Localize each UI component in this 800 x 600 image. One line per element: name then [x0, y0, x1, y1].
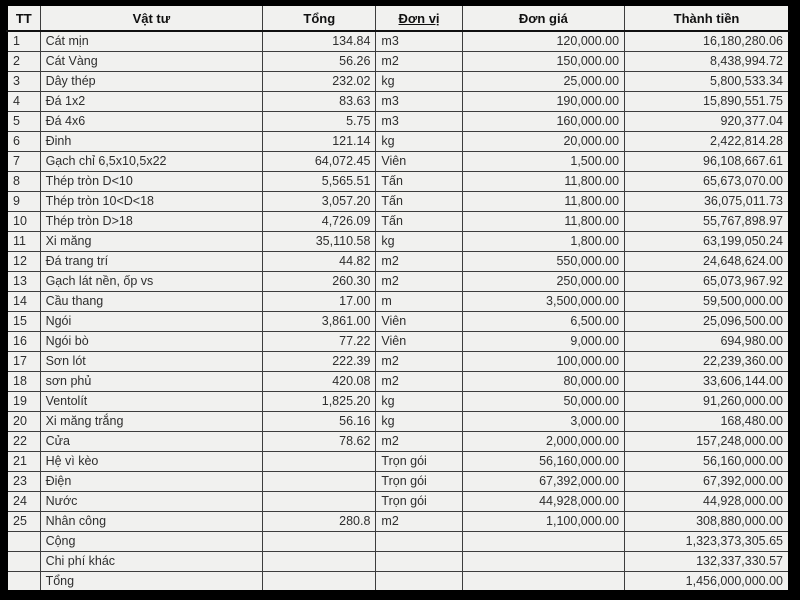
table-row: [7, 91, 789, 111]
cell-thanh-tien: 920,377.04: [625, 111, 789, 131]
cell-tong: 56.26: [263, 51, 376, 71]
cell-thanh-tien: 55,767,898.97: [625, 211, 789, 231]
cell-don-gia: [462, 531, 624, 551]
cell-thanh-tien: 8,438,994.72: [625, 51, 789, 71]
cell-don-vi: Trọn gói: [376, 451, 462, 471]
cell-tt: 9: [7, 191, 40, 211]
cell-vat-tu: Đá 4x6: [40, 111, 263, 131]
table-row: [7, 31, 789, 51]
cell-tong: [263, 551, 376, 571]
cell-thanh-tien: 91,260,000.00: [625, 391, 789, 411]
table-row: [7, 451, 789, 471]
cell-vat-tu: Nước: [40, 491, 263, 511]
cell-thanh-tien: 44,928,000.00: [625, 491, 789, 511]
col-header-vat-tu: Vật tư: [40, 5, 263, 31]
cell-vat-tu: Hệ vì kèo: [40, 451, 263, 471]
cell-tt: 8: [7, 171, 40, 191]
cell-tong: 77.22: [263, 331, 376, 351]
cell-tt: 12: [7, 251, 40, 271]
cell-vat-tu: Gạch chỉ 6,5x10,5x22: [40, 151, 263, 171]
cell-tt: 10: [7, 211, 40, 231]
cell-thanh-tien: 25,096,500.00: [625, 311, 789, 331]
cell-thanh-tien: 63,199,050.24: [625, 231, 789, 251]
table-row: [7, 331, 789, 351]
cell-thanh-tien: 16,180,280.06: [625, 31, 789, 51]
cell-don-gia: 80,000.00: [462, 371, 624, 391]
cell-vat-tu: Đinh: [40, 131, 263, 151]
cell-don-vi: Tấn: [376, 191, 462, 211]
cell-vat-tu: Cát Vàng: [40, 51, 263, 71]
cell-vat-tu: Tổng: [40, 571, 263, 591]
cell-thanh-tien: 1,323,373,305.65: [625, 531, 789, 551]
cell-don-vi: m2: [376, 51, 462, 71]
cell-don-vi: Viên: [376, 151, 462, 171]
cell-vat-tu: Thép tròn D<10: [40, 171, 263, 191]
cell-tt: [7, 571, 40, 591]
cell-don-vi: m: [376, 291, 462, 311]
cell-tong: 5.75: [263, 111, 376, 131]
cell-tt: 18: [7, 371, 40, 391]
cell-tt: 22: [7, 431, 40, 451]
cell-tong: 232.02: [263, 71, 376, 91]
table-row: [7, 311, 789, 331]
cell-tong: [263, 571, 376, 591]
cell-tong: 35,110.58: [263, 231, 376, 251]
table-row: [7, 111, 789, 131]
table-row: [7, 131, 789, 151]
cell-tong: 83.63: [263, 91, 376, 111]
cell-don-vi: kg: [376, 131, 462, 151]
cell-tong: 280.8: [263, 511, 376, 531]
table-row: [7, 371, 789, 391]
cell-tt: 17: [7, 351, 40, 371]
cell-don-gia: 1,100,000.00: [462, 511, 624, 531]
cell-don-vi: kg: [376, 391, 462, 411]
cell-vat-tu: Nhân công: [40, 511, 263, 531]
cell-tong: 56.16: [263, 411, 376, 431]
cell-tong: 420.08: [263, 371, 376, 391]
table-row: [7, 351, 789, 371]
cell-tong: 78.62: [263, 431, 376, 451]
cell-thanh-tien: 67,392,000.00: [625, 471, 789, 491]
cell-don-gia: 3,500,000.00: [462, 291, 624, 311]
cell-don-gia: 20,000.00: [462, 131, 624, 151]
cell-vat-tu: Gạch lát nền, ốp vs: [40, 271, 263, 291]
cell-tt: 25: [7, 511, 40, 531]
cell-don-vi: Viên: [376, 331, 462, 351]
cell-thanh-tien: 56,160,000.00: [625, 451, 789, 471]
table-row: [7, 51, 789, 71]
cell-thanh-tien: 33,606,144.00: [625, 371, 789, 391]
cell-don-gia: 100,000.00: [462, 351, 624, 371]
cell-thanh-tien: 132,337,330.57: [625, 551, 789, 571]
cell-don-vi: Trọn gói: [376, 491, 462, 511]
cell-tong: [263, 531, 376, 551]
cell-tt: 23: [7, 471, 40, 491]
cell-thanh-tien: 15,890,551.75: [625, 91, 789, 111]
cell-don-vi: m2: [376, 251, 462, 271]
cell-tong: 222.39: [263, 351, 376, 371]
cell-thanh-tien: 65,073,967.92: [625, 271, 789, 291]
cell-don-gia: 9,000.00: [462, 331, 624, 351]
cell-don-gia: 3,000.00: [462, 411, 624, 431]
cell-don-gia: 2,000,000.00: [462, 431, 624, 451]
cell-tong: [263, 491, 376, 511]
cell-don-vi: Trọn gói: [376, 471, 462, 491]
cell-tong: [263, 471, 376, 491]
cell-don-gia: [462, 551, 624, 571]
cell-don-vi: m3: [376, 91, 462, 111]
col-header-tt: TT: [7, 5, 40, 31]
cell-don-vi: m2: [376, 271, 462, 291]
cell-tong: [263, 451, 376, 471]
cell-thanh-tien: 36,075,011.73: [625, 191, 789, 211]
table-row: [7, 171, 789, 191]
cell-don-gia: 11,800.00: [462, 191, 624, 211]
cell-tt: 19: [7, 391, 40, 411]
cell-don-gia: 120,000.00: [462, 31, 624, 51]
cell-thanh-tien: 694,980.00: [625, 331, 789, 351]
table-row: [7, 551, 789, 571]
cell-tong: 17.00: [263, 291, 376, 311]
table-row: [7, 211, 789, 231]
cell-don-gia: 56,160,000.00: [462, 451, 624, 471]
cell-vat-tu: Cát mịn: [40, 31, 263, 51]
cell-tong: 134.84: [263, 31, 376, 51]
cell-vat-tu: Ventolít: [40, 391, 263, 411]
table-row: [7, 571, 789, 591]
table-row: [7, 391, 789, 411]
cell-tt: 3: [7, 71, 40, 91]
cell-don-vi: m2: [376, 431, 462, 451]
cell-don-gia: 1,500.00: [462, 151, 624, 171]
cell-tt: 1: [7, 31, 40, 51]
cell-don-gia: 190,000.00: [462, 91, 624, 111]
cell-vat-tu: Cộng: [40, 531, 263, 551]
cell-vat-tu: Dây thép: [40, 71, 263, 91]
cell-thanh-tien: 65,673,070.00: [625, 171, 789, 191]
cell-tt: 24: [7, 491, 40, 511]
cell-don-gia: 1,800.00: [462, 231, 624, 251]
cell-don-gia: 11,800.00: [462, 171, 624, 191]
cell-don-gia: 150,000.00: [462, 51, 624, 71]
cell-don-vi: Tấn: [376, 211, 462, 231]
table-row: [7, 531, 789, 551]
cell-tong: 1,825.20: [263, 391, 376, 411]
cell-tong: 64,072.45: [263, 151, 376, 171]
cell-thanh-tien: 24,648,624.00: [625, 251, 789, 271]
table-row: [7, 431, 789, 451]
cell-vat-tu: Đá trang trí: [40, 251, 263, 271]
table-row: [7, 151, 789, 171]
table-row: [7, 471, 789, 491]
table-row: [7, 271, 789, 291]
cell-vat-tu: Cầu thang: [40, 291, 263, 311]
cell-don-gia: 250,000.00: [462, 271, 624, 291]
cell-tong: 3,057.20: [263, 191, 376, 211]
cell-tt: 2: [7, 51, 40, 71]
cell-don-vi: [376, 551, 462, 571]
cell-tt: [7, 551, 40, 571]
cell-tt: 13: [7, 271, 40, 291]
cell-don-vi: m3: [376, 31, 462, 51]
cell-tt: 15: [7, 311, 40, 331]
cell-thanh-tien: 157,248,000.00: [625, 431, 789, 451]
cell-tt: 14: [7, 291, 40, 311]
cell-don-gia: 11,800.00: [462, 211, 624, 231]
cell-vat-tu: Cửa: [40, 431, 263, 451]
cell-vat-tu: Chi phí khác: [40, 551, 263, 571]
header-row: [7, 5, 789, 31]
table-row: [7, 491, 789, 511]
cell-tt: 16: [7, 331, 40, 351]
col-header-thanh-tien: Thành tiền: [625, 5, 789, 31]
cell-tt: 11: [7, 231, 40, 251]
cell-tt: 4: [7, 91, 40, 111]
cell-tt: 21: [7, 451, 40, 471]
cell-tt: 6: [7, 131, 40, 151]
cell-don-vi: kg: [376, 231, 462, 251]
cell-don-gia: 6,500.00: [462, 311, 624, 331]
cell-don-vi: Viên: [376, 311, 462, 331]
cell-tong: 5,565.51: [263, 171, 376, 191]
cell-vat-tu: Xi măng: [40, 231, 263, 251]
cell-don-vi: Tấn: [376, 171, 462, 191]
table-row: [7, 411, 789, 431]
cell-tong: 44.82: [263, 251, 376, 271]
cell-don-vi: kg: [376, 71, 462, 91]
cell-don-vi: [376, 531, 462, 551]
table-row: [7, 511, 789, 531]
cell-vat-tu: Điện: [40, 471, 263, 491]
cell-vat-tu: Ngói: [40, 311, 263, 331]
cell-vat-tu: Thép tròn D>18: [40, 211, 263, 231]
cell-tong: 3,861.00: [263, 311, 376, 331]
cell-don-vi: kg: [376, 411, 462, 431]
cell-tong: 4,726.09: [263, 211, 376, 231]
cell-thanh-tien: 96,108,667.61: [625, 151, 789, 171]
table-row: [7, 291, 789, 311]
materials-cost-table: [6, 4, 790, 592]
cell-don-vi: [376, 571, 462, 591]
cell-vat-tu: Xi măng trắng: [40, 411, 263, 431]
cell-don-gia: 67,392,000.00: [462, 471, 624, 491]
col-header-don-vi: Đơn vị: [376, 5, 462, 31]
cell-thanh-tien: 5,800,533.34: [625, 71, 789, 91]
cell-tong: 260.30: [263, 271, 376, 291]
col-header-don-gia: Đơn giá: [462, 5, 624, 31]
cell-don-gia: 25,000.00: [462, 71, 624, 91]
cell-tt: 5: [7, 111, 40, 131]
cell-thanh-tien: 168,480.00: [625, 411, 789, 431]
cell-tt: [7, 531, 40, 551]
cell-vat-tu: sơn phủ: [40, 371, 263, 391]
cell-don-vi: m3: [376, 111, 462, 131]
cell-don-gia: 44,928,000.00: [462, 491, 624, 511]
table-body: [7, 31, 789, 591]
table-row: [7, 71, 789, 91]
cell-thanh-tien: 59,500,000.00: [625, 291, 789, 311]
cell-don-gia: 160,000.00: [462, 111, 624, 131]
table-row: [7, 191, 789, 211]
table-row: [7, 251, 789, 271]
cell-don-gia: 50,000.00: [462, 391, 624, 411]
cell-vat-tu: Ngói bò: [40, 331, 263, 351]
cell-don-gia: [462, 571, 624, 591]
cell-thanh-tien: 308,880,000.00: [625, 511, 789, 531]
cell-vat-tu: Sơn lót: [40, 351, 263, 371]
cell-vat-tu: Thép tròn 10<D<18: [40, 191, 263, 211]
cell-thanh-tien: 1,456,000,000.00: [625, 571, 789, 591]
cell-don-vi: m2: [376, 371, 462, 391]
cell-tt: 20: [7, 411, 40, 431]
table-row: [7, 231, 789, 251]
cell-thanh-tien: 22,239,360.00: [625, 351, 789, 371]
cell-vat-tu: Đá 1x2: [40, 91, 263, 111]
table-frame: [6, 4, 790, 592]
cell-don-gia: 550,000.00: [462, 251, 624, 271]
cell-tong: 121.14: [263, 131, 376, 151]
cell-don-vi: m2: [376, 511, 462, 531]
cell-thanh-tien: 2,422,814.28: [625, 131, 789, 151]
cell-don-vi: m2: [376, 351, 462, 371]
col-header-tong: Tổng: [263, 5, 376, 31]
cell-tt: 7: [7, 151, 40, 171]
